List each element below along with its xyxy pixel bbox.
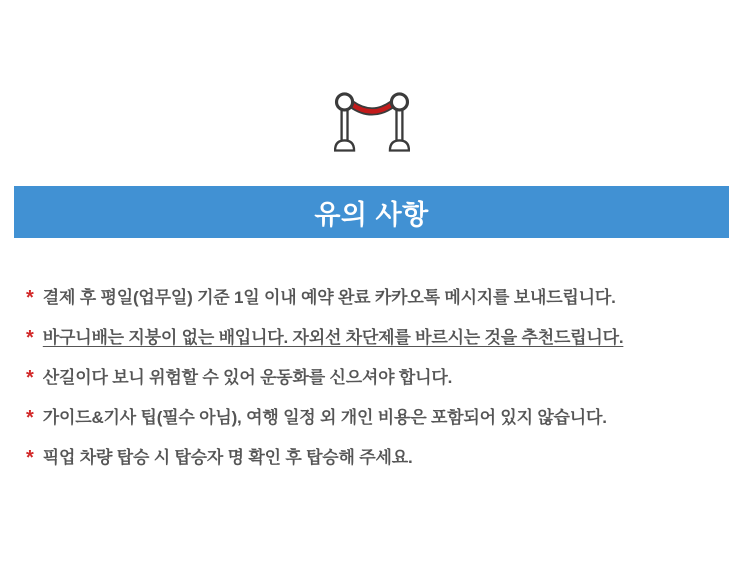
notice-item-text: 산길이다 보니 위험할 수 있어 운동화를 신으셔야 합니다. xyxy=(42,368,453,387)
notice-header-bar xyxy=(14,186,729,238)
notice-item-text: 가이드&기사 팁(필수 아님), 여행 일정 외 개인 비용은 포함되어 있지 않습니다. xyxy=(42,408,607,427)
asterisk-bullet-icon: * xyxy=(26,447,34,469)
notice-item-text: 바구니배는 지붕이 없는 배입니다. 자외선 차단제를 바르시는 것을 추천드립니다. xyxy=(42,328,624,347)
notice-item xyxy=(26,365,723,405)
notice-list xyxy=(26,285,723,485)
notice-item xyxy=(26,325,723,365)
asterisk-bullet-icon: * xyxy=(26,327,34,349)
asterisk-bullet-icon: * xyxy=(26,287,34,309)
asterisk-bullet-icon: * xyxy=(26,407,34,429)
notice-item-text: 결제 후 평일(업무일) 기준 1일 이내 예약 완료 카카오톡 메시지를 보내드립니다. xyxy=(42,288,616,307)
rope-barrier-icon xyxy=(334,90,410,154)
page-title: 유의 사항 xyxy=(314,199,429,230)
notice-item xyxy=(26,445,723,485)
notice-item-text: 픽업 차량 탑승 시 탑승자 명 확인 후 탑승해 주세요. xyxy=(42,448,413,467)
notice-item xyxy=(26,285,723,325)
notice-item xyxy=(26,405,723,445)
asterisk-bullet-icon: * xyxy=(26,367,34,389)
